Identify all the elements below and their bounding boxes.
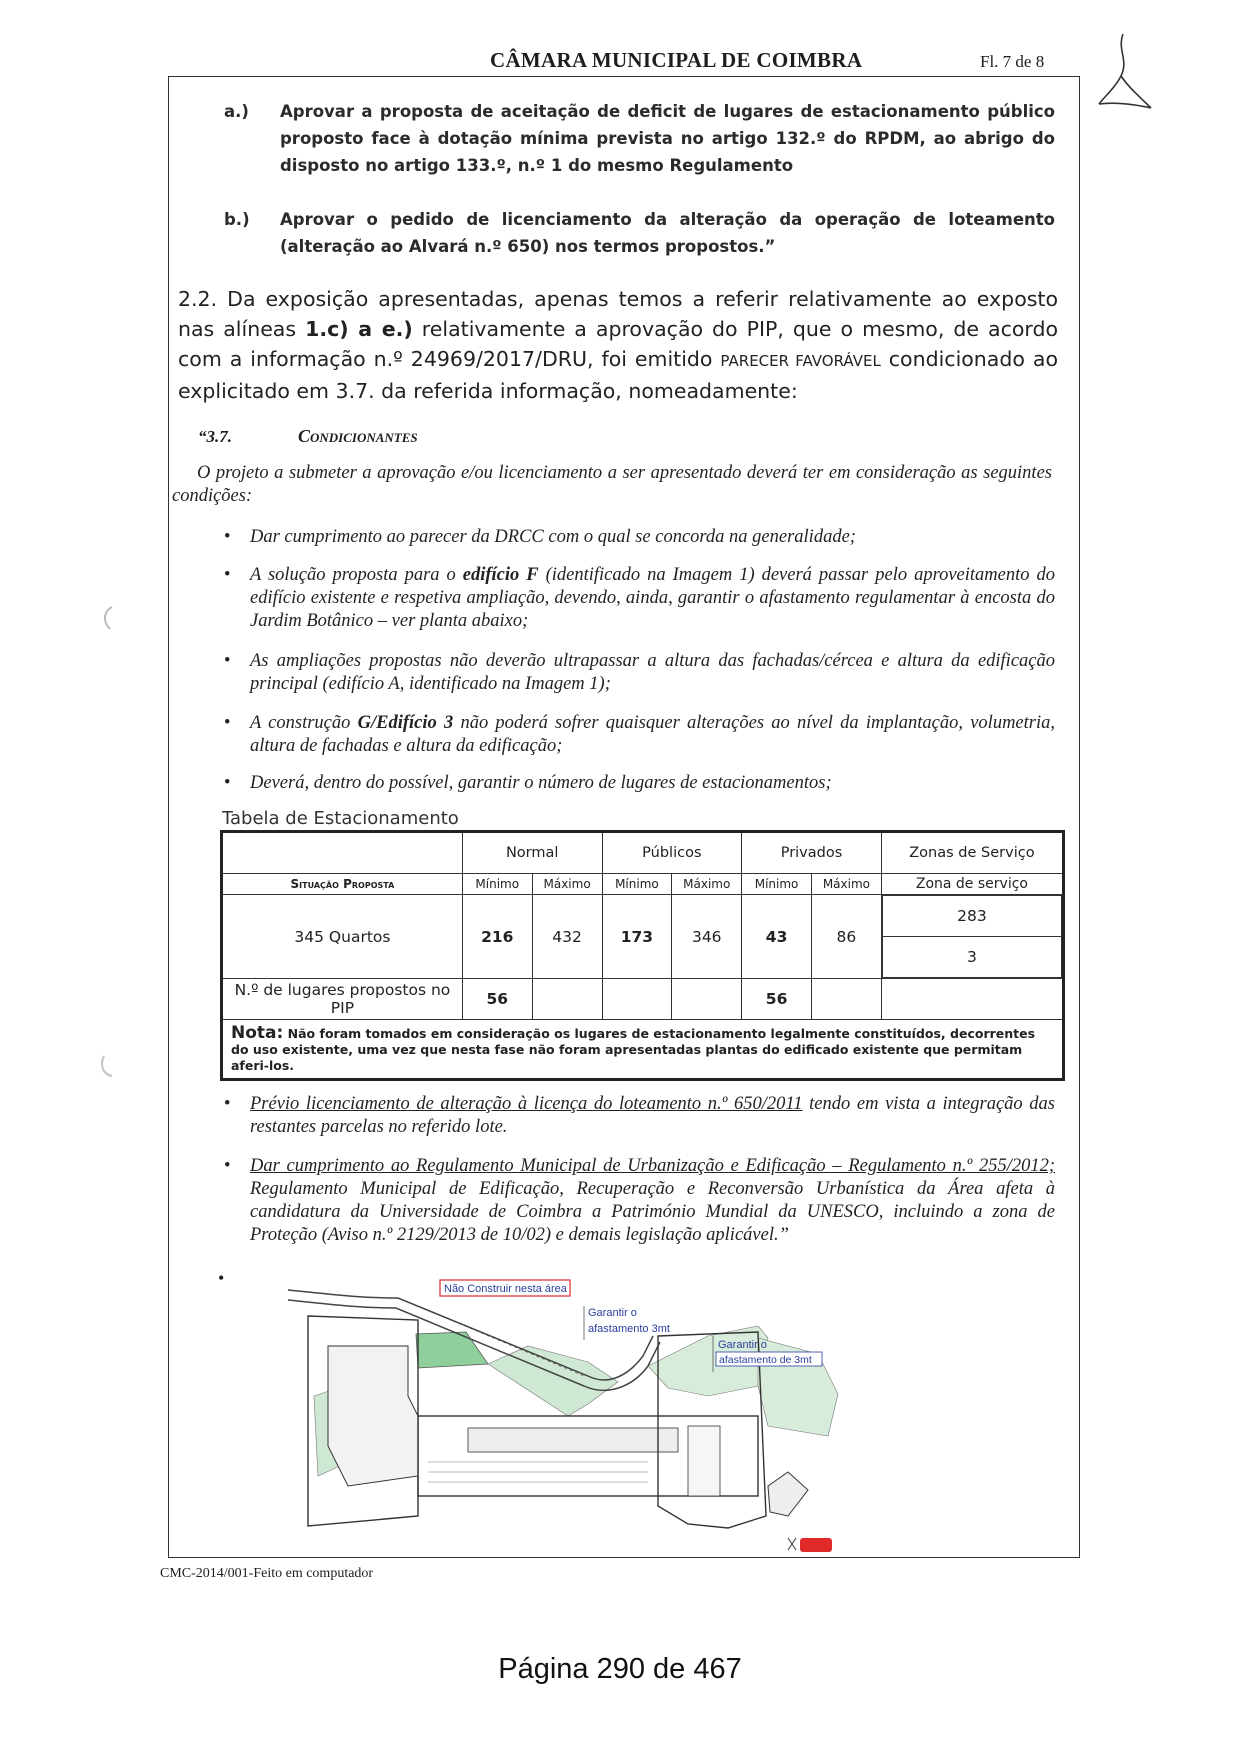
scan-mark-icon xyxy=(98,1052,118,1080)
quote-heading xyxy=(198,426,418,447)
table-cell: 283 xyxy=(882,896,1061,937)
quote-bullet-5 xyxy=(224,772,1055,795)
table-cell: 43 xyxy=(742,895,812,979)
bullet-text: A construção xyxy=(250,713,358,733)
quote-intro: O projeto a submeter a aprovação e/ou licenciamento a ser apresentado deverá ter em consideração as seguintes condições: xyxy=(172,463,1052,506)
quote-bullet-7 xyxy=(224,1155,1055,1247)
table-cell xyxy=(881,979,1063,1020)
scan-mark-icon xyxy=(100,605,116,631)
quote-bullet-4 xyxy=(224,712,1055,758)
group-header-publicos: Públicos xyxy=(602,832,742,874)
parking-table xyxy=(220,830,1065,1081)
red-marker xyxy=(800,1538,832,1552)
section-mid: relativamente a aprovação do PIP, que o mesmo, de acordo com a informação n.º 24969/2017/DRU, foi emitido xyxy=(178,317,1059,371)
clause-text: Aprovar a proposta de aceitação de deficit de lugares de estacionamento público proposto face à dotação mínima prevista no artigo 132.º do RPDM, ao abrigo do disposto no artigo 133.º, n.º 1 do mesmo Regulamento xyxy=(280,102,1055,175)
table-cell xyxy=(811,979,881,1020)
subhead-privados-max: Máximo xyxy=(811,874,881,895)
bullet-icon: • xyxy=(224,1094,231,1114)
building-outline xyxy=(688,1426,720,1496)
quote-bullet-2 xyxy=(224,564,1056,633)
signature-icon xyxy=(1095,30,1155,120)
bullet-icon: • xyxy=(224,651,231,671)
document-header-title: CÂMARA MUNICIPAL DE COIMBRA xyxy=(490,48,863,72)
note-text: Não foram tomados em consideração os lugares de estacionamento legalmente constituídos, decorrentes do uso existente, uma vez que nesta fase não foram apresentadas plantas do edificado existente que permitam aferi-los. xyxy=(231,1025,1036,1073)
table-cell: 346 xyxy=(672,895,742,979)
quote-bullet-6 xyxy=(224,1093,1055,1139)
row-label: 345 Quartos xyxy=(222,895,463,979)
subhead-privados-min: Mínimo xyxy=(742,874,812,895)
map-label-1b: afastamento 3mt xyxy=(588,1323,670,1335)
table-cell xyxy=(672,979,742,1020)
subhead-zona-servico: Zona de serviço xyxy=(881,874,1063,895)
quote-title: Condicionantes xyxy=(298,426,418,446)
service-subtable xyxy=(882,895,1062,978)
bullet-text: Regulamento Municipal de Edificação, Recuperação e Reconversão Urbanística da Área afeta à candidatura da Universidade de Coimbra a Património Mundial da UNESCO, incluindo a zona de Proteção (Aviso n.º 2129/2013 de 10/02) e demais legislação aplicável.” xyxy=(250,1179,1055,1245)
table-cell: 56 xyxy=(742,979,812,1020)
map-label-1a: Garantir o xyxy=(588,1307,637,1319)
bullet-icon: • xyxy=(224,1156,231,1176)
bullet-text: (identificado na Imagem 1) deverá passar pelo aproveitamento do edifício existente e respetiva ampliação, devendo, ainda, garantir o afastamento regulamentar à encosta do Jardim Botânico – ver planta abaixo; xyxy=(250,565,1056,631)
site-plan-map xyxy=(288,1276,942,1554)
bullet-text: não poderá sofrer quaisquer alterações ao nível da implantação, volumetria, altura de fachadas e altura da edificação; xyxy=(250,713,1055,756)
subhead-publicos-max: Máximo xyxy=(672,874,742,895)
section-ref: 1.c) a e.) xyxy=(305,317,413,341)
bullet-icon: • xyxy=(218,1268,225,1288)
bullet-icon: • xyxy=(224,565,231,585)
table-title: Tabela de Estacionamento xyxy=(222,808,459,829)
subhead-normal-max: Máximo xyxy=(532,874,602,895)
bullet-icon: • xyxy=(224,713,231,733)
section-end: condicionado ao explicitado em 3.7. da referida informação, nomeadamente: xyxy=(178,347,1058,403)
subhead-normal-min: Mínimo xyxy=(462,874,532,895)
clause-b xyxy=(224,206,1055,260)
clause-a xyxy=(224,98,1055,179)
table-cell: 86 xyxy=(811,895,881,979)
map-label-2a: Garantir o xyxy=(718,1339,767,1351)
bullet-text: As ampliações propostas não deverão ultrapassar a altura das fachadas/cércea e altura da edificação principal (edifício A, identificado na Imagem 1); xyxy=(250,651,1055,694)
row-label: N.º de lugares propostos no PIP xyxy=(222,979,463,1020)
quote-number: “3.7. xyxy=(198,427,232,446)
clause-marker: a.) xyxy=(224,102,249,121)
bullet-text: A solução proposta para o xyxy=(250,565,463,585)
bullet-icon: • xyxy=(224,773,231,793)
bullet-text: Dar cumprimento ao parecer da DRCC com o qual se concorda na generalidade; xyxy=(250,527,856,547)
bullet-underlined-text: Prévio licenciamento de alteração à licença do loteamento n.º 650/2011 xyxy=(250,1094,803,1114)
service-cell xyxy=(881,895,1063,979)
table-corner-cell xyxy=(222,832,463,874)
form-code: CMC-2014/001-Feito em computador xyxy=(160,1566,374,1581)
bullet-underlined-text: Dar cumprimento ao Regulamento Municipal de Urbanização e Edificação – Regulamento n.º 255/2012; xyxy=(250,1156,1055,1176)
table-cell: 216 xyxy=(462,895,532,979)
quote-bullet-3 xyxy=(224,650,1055,696)
table-cell: 173 xyxy=(602,895,672,979)
bullet-text: Deverá, dentro do possível, garantir o número de lugares de estacionamentos; xyxy=(250,773,832,793)
subhead-publicos-min: Mínimo xyxy=(602,874,672,895)
group-header-zonas: Zonas de Serviço xyxy=(881,832,1063,874)
note-label: Nota: xyxy=(231,1022,284,1043)
bullet-icon: • xyxy=(224,527,231,547)
bullet-text: tendo em vista a integração das restantes parcelas no referido lote. xyxy=(250,1094,1055,1137)
section-caps: PARECER FAVORÁVEL xyxy=(720,352,881,370)
table-row xyxy=(222,895,1064,979)
table-cell: 56 xyxy=(462,979,532,1020)
building-outline xyxy=(328,1346,418,1486)
bullet-bold-text: G/Edifício 3 xyxy=(357,713,454,733)
page-number: Página 290 de 467 xyxy=(498,1653,742,1685)
building-outline xyxy=(468,1428,678,1452)
bullet-bold-text: edifício F xyxy=(462,565,539,585)
map-label-2b: afastamento de 3mt xyxy=(719,1354,812,1366)
table-cell: 432 xyxy=(532,895,602,979)
table-cell: 3 xyxy=(882,937,1061,978)
section-2-2-paragraph xyxy=(178,284,1058,406)
group-header-normal: Normal xyxy=(462,832,602,874)
table-cell xyxy=(602,979,672,1020)
row-header-situacao: Situação Proposta xyxy=(222,874,463,895)
group-header-privados: Privados xyxy=(742,832,882,874)
quote-bullet-1 xyxy=(224,526,1055,549)
map-label-red: Não Construir nesta área xyxy=(444,1283,567,1295)
table-cell xyxy=(532,979,602,1020)
table-row xyxy=(222,979,1064,1020)
clause-marker: b.) xyxy=(224,210,250,229)
clause-text: Aprovar o pedido de licenciamento da alteração da operação de loteamento (alteração ao Alvará n.º 650) nos termos propostos.” xyxy=(280,210,1055,256)
folio-number: Fl. 7 de 8 xyxy=(980,52,1045,71)
table-note xyxy=(222,1020,1064,1080)
section-lead: 2.2. Da exposição apresentadas, apenas temos a referir relativamente ao exposto nas alíneas xyxy=(178,287,1058,341)
